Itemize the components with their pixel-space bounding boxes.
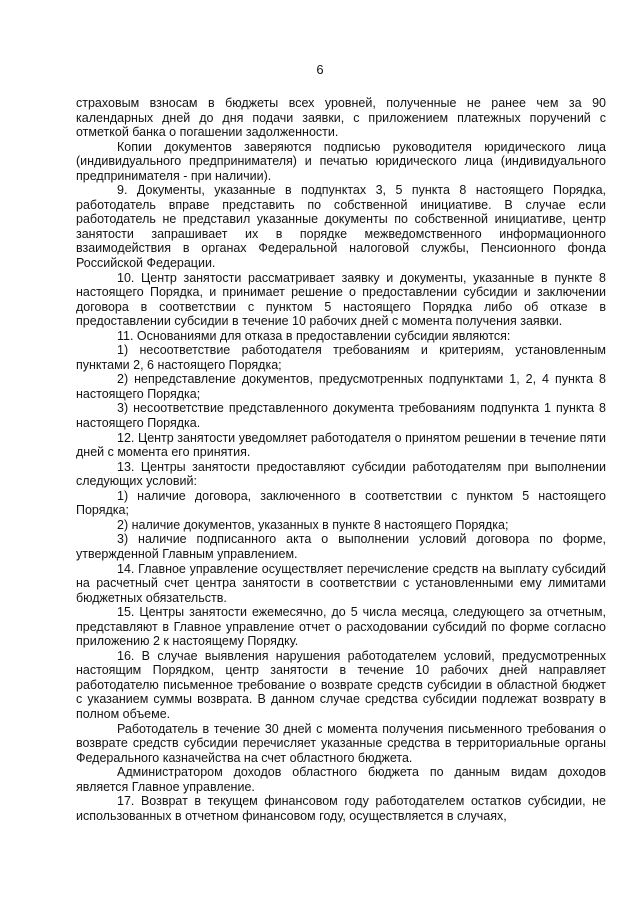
paragraph-clause-12: 12. Центр занятости уведомляет работодателя о принятом решении в течение пяти дней с момента его принятия. [76,430,606,460]
paragraph-revenue-administrator: Администратором доходов областного бюджета по данным видам доходов является Главное управление. [76,765,606,794]
paragraph-clause-17: 17. Возврат в текущем финансовом году работодателем остатков субсидии, не использованных в отчетном финансовом году, осуществляется в случаях, [76,794,606,823]
paragraph-clause-13-item-1: 1) наличие договора, заключенного в соответствии с пунктом 5 настоящего Порядка; [76,488,606,518]
paragraph-clause-11: 11. Основаниями для отказа в предоставлении субсидии являются: [117,328,511,343]
paragraph-clause-11-item-1: 1) несоответствие работодателя требованиям и критериям, установленным пунктами 2, 6 настоящего Порядка; [76,343,606,372]
paragraph-continuation-debts: страховым взносам в бюджеты всех уровней, полученные не ранее чем за 90 календарных дней до дня подачи заявки, с приложением платежных поручений с отметкой банка о погашении задолженности. [76,96,606,140]
paragraph-clause-15: 15. Центры занятости ежемесячно, до 5 числа месяца, следующего за отчетным, представляют в Главное управление отчет о расходовании субсидий по форме согласно приложению 2 к настоящему Порядку. [76,605,606,649]
paragraph-clause-14: 14. Главное управление осуществляет перечисление средств на выплату субсидий на расчетный счет центра занятости в соответствии с установленными ему лимитами бюджетных обязательств. [76,561,606,605]
page-number: 6 [316,62,324,77]
paragraph-clause-16: 16. В случае выявления нарушения работодателем условий, предусмотренных настоящим Порядком, центр занятости в течение 10 рабочих дней направляет работодателю письменное требование о возврате средств субсидии в областной бюджет с указанием суммы возврата. В данном случае средства субсидии подлежат возврату в полном объеме. [76,648,606,721]
paragraph-clause-11-item-2: 2) непредставление документов, предусмотренных подпунктами 1, 2, 4 пункта 8 настоящего Порядка; [76,372,606,401]
paragraph-clause-9: 9. Документы, указанные в подпунктах 3, 5 пункта 8 настоящего Порядка, работодатель вправе представить по собственной инициативе. В случае если работодатель не представил указанные документы по собственной инициативе, центр занятости запрашивает их в порядке межведомственного информационного взаимодействия в органах Федеральной налоговой службы, Пенсионного фонда Российской Федерации. [76,183,606,271]
paragraph-refund-term: Работодатель в течение 30 дней с момента получения письменного требования о возврате средств субсидии перечисляет указанные средства в территориальные органы Федерального казначейства на счет областного бюджета. [76,721,606,765]
paragraph-clause-13-item-2: 2) наличие документов, указанных в пункте 8 настоящего Порядка; [117,517,509,532]
paragraph-clause-13-item-3: 3) наличие подписанного акта о выполнении условий договора по форме, утвержденной Главным управлением. [76,532,606,561]
document-body [76,96,606,823]
paragraph-clause-13: 13. Центры занятости предоставляют субсидии работодателям при выполнении следующих условий: [76,459,606,489]
paragraph-clause-11-item-3: 3) несоответствие представленного документа требованиям подпункта 1 пункта 8 настоящего Порядка. [76,401,606,431]
paragraph-copies-certification: Копии документов заверяются подписью руководителя юридического лица (индивидуального предпринимателя) и печатью юридического лица (индивидуального предпринимателя - при наличии). [76,139,606,183]
paragraph-clause-10: 10. Центр занятости рассматривает заявку и документы, указанные в пункте 8 настоящего Порядка, и принимает решение о предоставлении субсидии и заключении договора в соответствии с пунктом 5 настоящего Порядка либо об отказе в предоставлении субсидии в течение 10 рабочих дней с момента получения заявки. [76,270,606,329]
